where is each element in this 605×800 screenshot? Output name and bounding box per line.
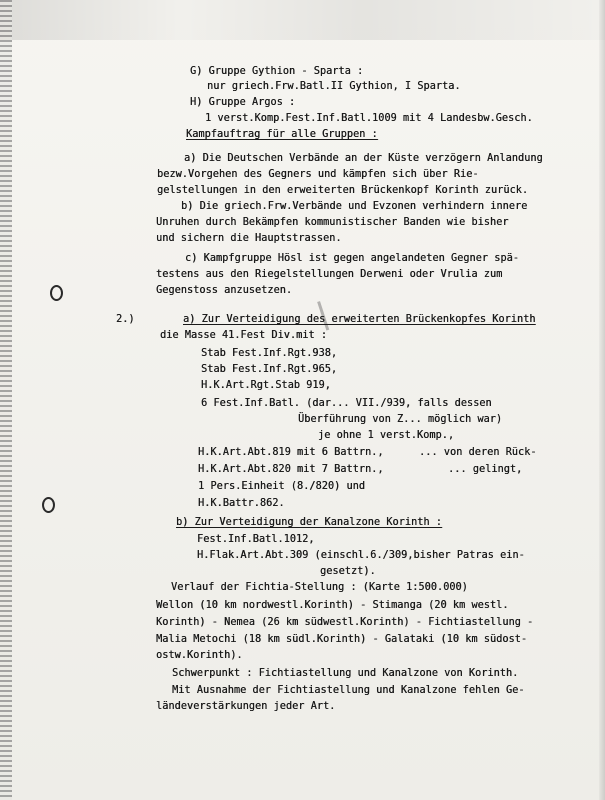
doc-line-38: Schwerpunkt : Fichtiastellung und Kanalzone von Korinth. xyxy=(172,668,519,679)
doc-line-23: H.K.Art.Abt.819 mit 6 Battrn., xyxy=(198,447,384,458)
doc-line-16: die Masse 41.Fest Div.mit : xyxy=(160,330,327,341)
doc-line-27: 1 Pers.Einheit (8./820) und xyxy=(198,481,365,492)
doc-line-30: Fest.Inf.Batl.1012, xyxy=(197,534,315,545)
doc-line-12: testens aus den Riegelstellungen Derweni oder Vrulia zum xyxy=(156,269,503,280)
doc-line-8: b) Die griech.Frw.Verbände und Evzonen verhindern innere xyxy=(181,201,528,212)
doc-line-20: 6 Fest.Inf.Batl. (dar... VII./939, falls dessen xyxy=(201,398,492,409)
punch-hole-icon xyxy=(42,497,55,513)
doc-line-4: Kampfauftrag für alle Gruppen : xyxy=(186,129,378,140)
page-left-edge xyxy=(0,0,12,800)
doc-line-34: Wellon (10 km nordwestl.Korinth) - Stimanga (20 km westl. xyxy=(156,600,509,611)
doc-line-36: Malia Metochi (18 km südl.Korinth) - Galataki (10 km südost- xyxy=(156,634,528,645)
doc-line-11: c) Kampfgruppe Hösl ist gegen angelandeten Gegner spä- xyxy=(185,253,519,264)
doc-line-29: b) Zur Verteidigung der Kanalzone Korinth : xyxy=(176,517,442,528)
section-number: 2.) xyxy=(116,314,135,325)
doc-line-5: a) Die Deutschen Verbände an der Küste verzögern Anlandung xyxy=(184,153,543,164)
doc-line-7: gelstellungen in den erweiterten Brückenkopf Korinth zurück. xyxy=(157,185,529,196)
doc-line-28: H.K.Battr.862. xyxy=(198,498,285,509)
doc-line-15: a) Zur Verteidigung des erweiterten Brückenkopfes Korinth xyxy=(183,314,536,325)
doc-line-18: Stab Fest.Inf.Rgt.965, xyxy=(201,364,338,375)
doc-line-22: je ohne 1 verst.Komp., xyxy=(318,430,455,441)
doc-line-17: Stab Fest.Inf.Rgt.938, xyxy=(201,348,338,359)
doc-line-39: Mit Ausnahme der Fichtiastellung und Kanalzone fehlen Ge- xyxy=(172,685,525,696)
doc-line-1: nur griech.Frw.Batl.II Gythion, I Sparta. xyxy=(207,81,461,92)
doc-line-19: H.K.Art.Rgt.Stab 919, xyxy=(201,380,331,391)
page-right-edge xyxy=(599,0,605,800)
doc-line-6: bezw.Vorgehen des Gegners und kämpfen sich über Rie- xyxy=(157,169,479,180)
doc-line-21: Überführung von Z... möglich war) xyxy=(298,414,503,425)
doc-line-33: Verlauf der Fichtia-Stellung : (Karte 1:500.000) xyxy=(171,582,468,593)
doc-line-3: 1 verst.Komp.Fest.Inf.Batl.1009 mit 4 Landesbw.Gesch. xyxy=(205,113,533,124)
doc-line-10: und sichern die Hauptstrassen. xyxy=(156,233,342,244)
doc-line-2: H) Gruppe Argos : xyxy=(190,97,296,108)
doc-line-9: Unruhen durch Bekämpfen kommunistischer Banden wie bisher xyxy=(156,217,509,228)
doc-line-0: G) Gruppe Gythion - Sparta : xyxy=(190,66,364,77)
doc-line-13: Gegenstoss anzusetzen. xyxy=(156,285,293,296)
doc-line-32: gesetzt). xyxy=(320,566,376,577)
doc-line-24: ... von deren Rück- xyxy=(419,447,537,458)
page-top-shadow xyxy=(0,0,605,40)
doc-line-26: ... gelingt, xyxy=(448,464,523,475)
doc-line-40: ländeverstärkungen jeder Art. xyxy=(156,701,336,712)
doc-line-31: H.Flak.Art.Abt.309 (einschl.6./309,bisher Patras ein- xyxy=(197,550,525,561)
doc-line-37: ostw.Korinth). xyxy=(156,650,243,661)
doc-line-25: H.K.Art.Abt.820 mit 7 Battrn., xyxy=(198,464,384,475)
punch-hole-icon xyxy=(50,285,63,301)
doc-line-35: Korinth) - Nemea (26 km südwestl.Korinth) - Fichtiastellung - xyxy=(156,617,534,628)
